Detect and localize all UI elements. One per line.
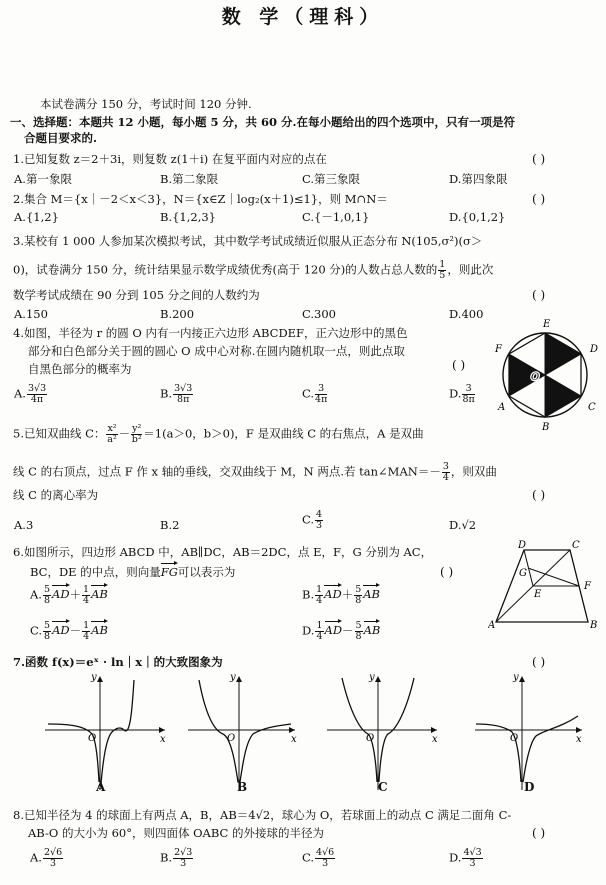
op: ＋: [341, 587, 354, 602]
q2-option-a: A.{1,2}: [14, 210, 59, 224]
origin-label: O: [88, 733, 97, 744]
opt-label: D.: [449, 386, 462, 401]
label-f: F: [584, 581, 591, 592]
page-title: 数 学（理科）: [221, 6, 385, 28]
origin-label: O: [510, 733, 519, 744]
frac-den: 3: [322, 857, 329, 869]
axis-y-label: y: [513, 672, 519, 683]
frac-den: 4: [442, 471, 449, 483]
frac-num: y²: [132, 423, 142, 434]
question-5-line3: 线 C 的离心率为: [13, 488, 99, 502]
question-7-stem: 7.函数 f(x)＝eˣ · ln｜x｜的大致图象为: [13, 655, 223, 669]
graph-b: [183, 672, 303, 794]
vector: AB: [363, 623, 381, 638]
question-3-line2: [13, 260, 493, 281]
answer-paren: ( ): [532, 655, 546, 669]
q3-frac-den: 5: [439, 269, 446, 281]
vector: AD: [324, 587, 342, 602]
q4-option-d: [449, 384, 476, 405]
trapezoid-figure: [488, 540, 600, 630]
q3-option-b: B.200: [160, 307, 195, 321]
q8-option-b: [160, 848, 194, 869]
axis-x-label: x: [432, 734, 438, 745]
q4-c-frac: [315, 384, 327, 405]
question-6-line1: 6.如图所示，四边形 ABCD 中，AB∥DC，AB＝2DC，点 E，F，G 分别为 AC，: [13, 545, 433, 559]
q5-minus: －: [118, 426, 131, 441]
q8-option-d: [449, 848, 484, 869]
opt-label: C.: [30, 623, 43, 638]
answer-paren: ( ): [532, 192, 546, 206]
label-d: D: [590, 344, 599, 355]
question-1-stem: 1.已知复数 z＝2＋3i，则复数 z(1＋i) 在复平面内对应的点在: [13, 152, 327, 166]
q1-option-d: D.第四象限: [449, 172, 508, 186]
opt-label: B.: [160, 850, 173, 865]
opt-label: A.: [30, 587, 42, 602]
vector: AD: [52, 623, 70, 638]
axis-x-label: x: [576, 734, 582, 745]
frac: [173, 848, 193, 869]
origin-label: O: [227, 733, 236, 744]
frac-den: 3: [180, 857, 187, 869]
graph-a: [40, 672, 170, 794]
frac-num: 2√6: [43, 847, 63, 858]
q6-option-d: [302, 621, 380, 642]
q3-option-a: A.150: [14, 307, 48, 321]
q1-option-a: A.第一象限: [14, 172, 72, 186]
frac-num: 1: [83, 620, 90, 631]
q3-option-c: C.300: [302, 307, 336, 321]
vector: AB: [363, 587, 380, 602]
question-5-line2: [13, 462, 497, 483]
q5-text: 线 C 的右顶点，过点 F 作 x 轴的垂线，交双曲线于 M，N 两点.若 tan∠MAN＝－: [13, 464, 441, 479]
frac-den: 3: [469, 857, 476, 869]
vector: AD: [52, 587, 70, 602]
frac: [82, 621, 90, 642]
graph-c-label: C: [378, 780, 388, 794]
answer-paren: ( ): [532, 288, 546, 302]
opt-label: C.: [302, 386, 315, 401]
q5-c-frac: [315, 510, 323, 531]
frac-num: 5: [355, 584, 362, 595]
q5-option-c: [302, 510, 324, 531]
question-4-line1: 4.如图，半径为 r 的圆 O 内有一内接正六边形 ABCDEF，正六边形中的黑色: [13, 326, 408, 340]
opt-label: A.: [14, 386, 26, 401]
q6-option-a: [30, 585, 108, 606]
question-6-line2: [30, 565, 235, 579]
question-3-line1: 3.某校有 1 000 人参加某次模拟考试，其中数学考试成绩近似服从正态分布 N(105,σ²)(σ＞: [13, 234, 483, 248]
label-b: B: [542, 422, 550, 433]
frac-num: 1: [316, 620, 323, 631]
q5-x-frac: [106, 424, 117, 445]
q3-frac-num: 1: [439, 259, 446, 270]
frac: [315, 621, 323, 642]
q5-text-b: ，则双曲: [450, 464, 497, 479]
frac: [315, 848, 335, 869]
q2-option-d: D.{0,1,2}: [449, 210, 506, 224]
frac-den: 8: [355, 630, 362, 642]
frac-num: 3: [462, 384, 474, 395]
frac-num: 5: [355, 620, 362, 631]
frac-den: 8: [355, 594, 362, 606]
graph-b-label: B: [237, 780, 248, 794]
q4-a-frac: [27, 384, 47, 405]
question-4-line2: 部分和白色部分关于圆的圆心 O 成中心对称.在圆内随机取一点，则此点取: [28, 344, 405, 358]
frac-num: x²: [107, 423, 117, 434]
frac: [43, 585, 51, 606]
frac-num: 4√3: [463, 847, 482, 858]
frac-den: 4: [316, 630, 323, 642]
axis-x-label: x: [160, 734, 166, 745]
frac-num: 3: [442, 461, 449, 472]
axis-y-label: y: [230, 672, 236, 683]
op: －: [342, 623, 354, 638]
answer-paren: ( ): [532, 826, 546, 840]
opt-label: C.: [302, 850, 315, 865]
opt-label: A.: [30, 850, 42, 865]
frac-den: 4: [83, 594, 90, 606]
frac: [43, 621, 51, 642]
axis-y-label: y: [369, 672, 375, 683]
question-3-line3: 数学考试成绩在 90 分到 105 分之间的人数约为: [13, 288, 260, 302]
frac-den: a²: [107, 433, 117, 445]
q4-b-frac: [173, 384, 193, 405]
label-f: F: [495, 344, 502, 355]
op: ＋: [69, 587, 82, 602]
frac-num: 1: [316, 584, 323, 595]
axis-y-label: y: [91, 672, 97, 683]
black-sector: [509, 354, 545, 396]
frac-den: 3: [316, 519, 323, 531]
label-d: D: [518, 540, 527, 551]
q5-option-b: B.2: [160, 518, 180, 532]
graph-d: [470, 672, 588, 794]
opt-label: C.: [302, 512, 315, 527]
frac-num: 5: [43, 584, 51, 595]
hexagon-figure: [495, 318, 605, 436]
frac-den: 4: [83, 630, 90, 642]
graph-c: [322, 672, 442, 794]
graph-d-label: D: [524, 780, 535, 794]
q2-option-b: B.{1,2,3}: [160, 210, 217, 224]
label-g: G: [519, 568, 527, 579]
q1-option-c: C.第三象限: [302, 172, 361, 186]
q4-option-a: [14, 384, 48, 405]
frac-den: 8: [44, 630, 51, 642]
q5-option-d: D.√2: [449, 518, 477, 532]
frac: [315, 585, 323, 606]
q3-option-d: D.400: [449, 307, 484, 321]
q6-option-c: [30, 621, 108, 642]
op: －: [69, 623, 82, 638]
frac-num: 3: [315, 384, 327, 395]
answer-paren: ( ): [440, 565, 454, 579]
frac-den: 4π: [30, 393, 44, 405]
frac-num: 1: [83, 584, 90, 595]
q6-option-b: [302, 585, 380, 606]
label-a: A: [498, 402, 506, 413]
label-b: B: [590, 620, 598, 630]
opt-label: B.: [302, 587, 315, 602]
label-a: A: [488, 620, 496, 630]
exam-intro: 本试卷满分 150 分，考试时间 120 分钟.: [40, 97, 252, 111]
frac-num: 2√3: [174, 847, 193, 858]
answer-paren: ( ): [452, 358, 466, 372]
q3-fraction: [438, 260, 446, 281]
frac: [43, 848, 63, 869]
vector: AB: [91, 623, 108, 638]
question-5-line1: [13, 424, 424, 445]
q3-text-b: ，则此次: [447, 262, 494, 277]
label-c: C: [588, 402, 596, 413]
label-e: E: [534, 589, 542, 600]
q8-option-a: [30, 848, 64, 869]
frac: [462, 848, 482, 869]
q5-y-frac: [131, 424, 142, 445]
q4-option-b: [160, 384, 194, 405]
section-heading-cont: 合题目要求的.: [24, 131, 98, 145]
opt-label: D.: [302, 623, 315, 638]
frac-num: 3√3: [174, 383, 193, 394]
axis-x-label: x: [291, 734, 297, 745]
question-4-line3: 自黑色部分的概率为: [28, 362, 132, 376]
answer-paren: ( ): [532, 152, 546, 166]
graph-a-label: A: [96, 780, 106, 794]
frac-den: 4π: [315, 393, 328, 405]
q4-option-c: [302, 384, 328, 405]
q8-option-c: [302, 848, 336, 869]
q1-option-b: B.第二象限: [160, 172, 219, 186]
vector-fg: FG: [160, 565, 178, 579]
origin-label: O: [366, 733, 375, 744]
label-o: O: [531, 372, 540, 383]
q2-option-c: C.{－1,0,1}: [302, 210, 370, 224]
frac-den: 8π: [462, 393, 475, 405]
q5-text-b: ＝1(a＞0，b＞0)，F 是双曲线 C 的右焦点，A 是双曲: [143, 426, 424, 441]
q3-text: 0)，试卷满分 150 分，统计结果显示数学成绩优秀(高于 120 分)的人数占总人数的: [13, 262, 438, 277]
q5-text: 5.已知双曲线 C：: [13, 426, 106, 441]
question-8-line2: AB-O 的大小为 60°，则四面体 OABC 的外接球的半径为: [28, 826, 324, 840]
frac-den: 3: [50, 857, 57, 869]
q6-text-b: 可以表示为: [177, 565, 236, 579]
frac: [355, 621, 363, 642]
label-c: C: [572, 540, 580, 551]
question-8-line1: 8.已知半径为 4 的球面上有两点 A，B，AB＝4√2，球心为 O，若球面上的动点 C 满足二面角 C-: [13, 808, 512, 822]
q5-tan-frac: [442, 462, 450, 483]
frac-num: 3√3: [27, 383, 47, 394]
opt-label: B.: [160, 386, 173, 401]
black-sector: [545, 333, 581, 375]
frac-num: 4: [316, 509, 323, 520]
label-e: E: [543, 319, 551, 330]
answer-paren: ( ): [532, 488, 546, 502]
section-heading: 一、选择题：本题共 12 小题，每小题 5 分，共 60 分.在每小题给出的四个选项中，只有一项是符: [10, 115, 516, 129]
frac-num: 5: [44, 620, 51, 631]
frac: [354, 585, 362, 606]
frac-den: 8: [43, 594, 51, 606]
frac-den: 4: [316, 594, 323, 606]
opt-label: D.: [449, 850, 462, 865]
black-sector: [545, 375, 581, 417]
frac: [82, 585, 90, 606]
frac-num: 4√6: [316, 847, 335, 858]
q5-option-a: A.3: [14, 518, 34, 532]
vector: AB: [91, 587, 108, 602]
q4-d-frac: [462, 384, 474, 405]
frac-den: b²: [131, 433, 142, 445]
q6-text: BC，DE 的中点，则向量: [30, 565, 161, 579]
question-2-stem: 2.集合 M＝{x｜－2＜x＜3}，N＝{x∈Z｜log₂(x＋1)≤1}，则 M∩N＝: [13, 192, 388, 206]
frac-den: 8π: [177, 393, 190, 405]
vector: AD: [324, 623, 343, 638]
